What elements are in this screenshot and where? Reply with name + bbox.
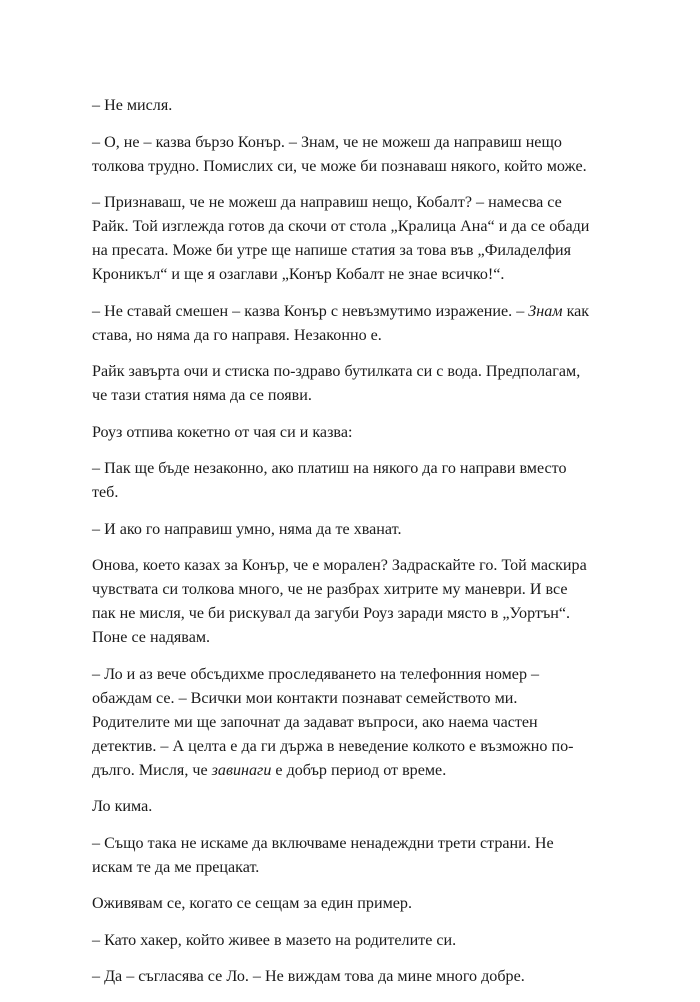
text-line (92, 518, 616, 542)
text-line (92, 384, 616, 408)
text-line (92, 929, 616, 953)
text-line (92, 215, 616, 239)
text-run: чувствата си толкова много, че не разбрах хитрите му маневри. И все (92, 581, 568, 598)
paragraph (92, 360, 616, 408)
text-line (92, 94, 616, 118)
text-run: толкова трудно. Помислих си, че може би познаваш някого, който може. (92, 157, 587, 175)
italic-text: завинаги (211, 761, 272, 779)
text-line (92, 856, 616, 880)
text-run: как (562, 302, 590, 320)
text-line (92, 892, 616, 916)
text-run: – И ако го направиш умно, няма да те хванат. (92, 520, 402, 538)
text-run: Ло кима. (92, 798, 153, 815)
text-line (92, 965, 616, 989)
text-run: – Да – съгласява се Ло. – Не виждам това да мине много добре. (92, 968, 525, 985)
text-line (92, 239, 616, 263)
text-line (92, 832, 616, 856)
text-run: Оживявам се, когато се сещам за един пример. (92, 895, 412, 912)
text-line (92, 626, 616, 650)
text-line (92, 263, 616, 287)
text-run: – Признаваш, че не можеш да направиш нещо, Кобалт? – намесва се (92, 194, 562, 211)
text-line (92, 687, 616, 711)
text-line (92, 481, 616, 505)
paragraph (92, 518, 616, 542)
text-line (92, 711, 616, 735)
paragraph (92, 929, 616, 953)
text-run: Онова, което казах за Конър, че е морален? Задраскайте го. Той маскира (92, 557, 587, 574)
text-run: на пресата. Може би утре ще напише статия за това във „Филаделфия (92, 242, 572, 259)
paragraph (92, 663, 616, 783)
text-run: Поне се надявам. (92, 629, 211, 646)
text-run: че тази статия няма да се появи. (92, 387, 312, 404)
text-line (92, 360, 616, 384)
text-run: обаждам се. – Всички мои контакти познават семейството ми. (92, 689, 518, 707)
text-line (92, 602, 616, 626)
text-run: – Също така не искаме да включваме ненадеждни трети страни. Не (92, 834, 554, 852)
text-line (92, 324, 616, 348)
text-run: – Ло и аз вече обсъдихме проследяването на телефонния номер – (92, 665, 540, 683)
paragraph (92, 131, 616, 179)
text-line (92, 578, 616, 602)
text-run: става, но няма да го направя. Незаконно е. (92, 326, 382, 344)
text-run: Райк завърта очи и стиска по-здраво бутилката си с вода. Предполагам, (92, 363, 581, 380)
text-run: Роуз отпива кокетно от чая си и казва: (92, 423, 353, 441)
text-line (92, 131, 616, 155)
text-run: Райк. Той изглежда готов да скочи от стола „Кралица Ана“ и да се обади (92, 218, 590, 235)
italic-text: Знам (528, 302, 563, 320)
paragraph (92, 457, 616, 505)
text-run: – Пак ще бъде незаконно, ако платиш на някого да го направи вместо (92, 460, 567, 477)
body-text (92, 94, 616, 1002)
paragraph (92, 965, 616, 989)
text-run: дълго. Мисля, че (92, 761, 212, 779)
text-line (92, 421, 616, 445)
paragraph (92, 94, 616, 118)
text-line (92, 759, 616, 783)
text-line (92, 457, 616, 481)
text-line (92, 735, 616, 759)
paragraph (92, 300, 616, 348)
text-line (92, 554, 616, 578)
text-run: е добър период от време. (271, 761, 447, 779)
text-run: Кроникъл“ и ще я озаглави „Конър Кобалт не знае всичко!“. (92, 266, 505, 283)
paragraph (92, 554, 616, 650)
text-run: – Като хакер, който живее в мазето на родителите си. (92, 931, 457, 949)
paragraph (92, 421, 616, 445)
text-line (92, 155, 616, 179)
text-run: теб. (92, 484, 119, 501)
text-run: – Не мисля. (92, 97, 173, 114)
text-line (92, 191, 616, 215)
text-run: искам те да ме прецакат. (92, 858, 260, 876)
text-line (92, 300, 616, 324)
paragraph (92, 832, 616, 880)
text-run: детектив. – А целта е да ги държа в неведение колкото е възможно по- (92, 737, 574, 755)
text-line (92, 795, 616, 819)
paragraph (92, 795, 616, 819)
paragraph (92, 191, 616, 287)
text-run: Родителите ми ще започнат да задават въпроси, ако наема частен (92, 713, 538, 731)
text-run: – Не ставай смешен – казва Конър с невъзмутимо изражение. – (92, 302, 529, 320)
text-run: – О, не – казва бързо Конър. – Знам, че не можеш да направиш нещо (92, 133, 562, 151)
text-run: пак не мисля, че би рискувал да загуби Роуз заради място в „Уортън“. (92, 605, 571, 622)
text-line (92, 663, 616, 687)
paragraph (92, 892, 616, 916)
